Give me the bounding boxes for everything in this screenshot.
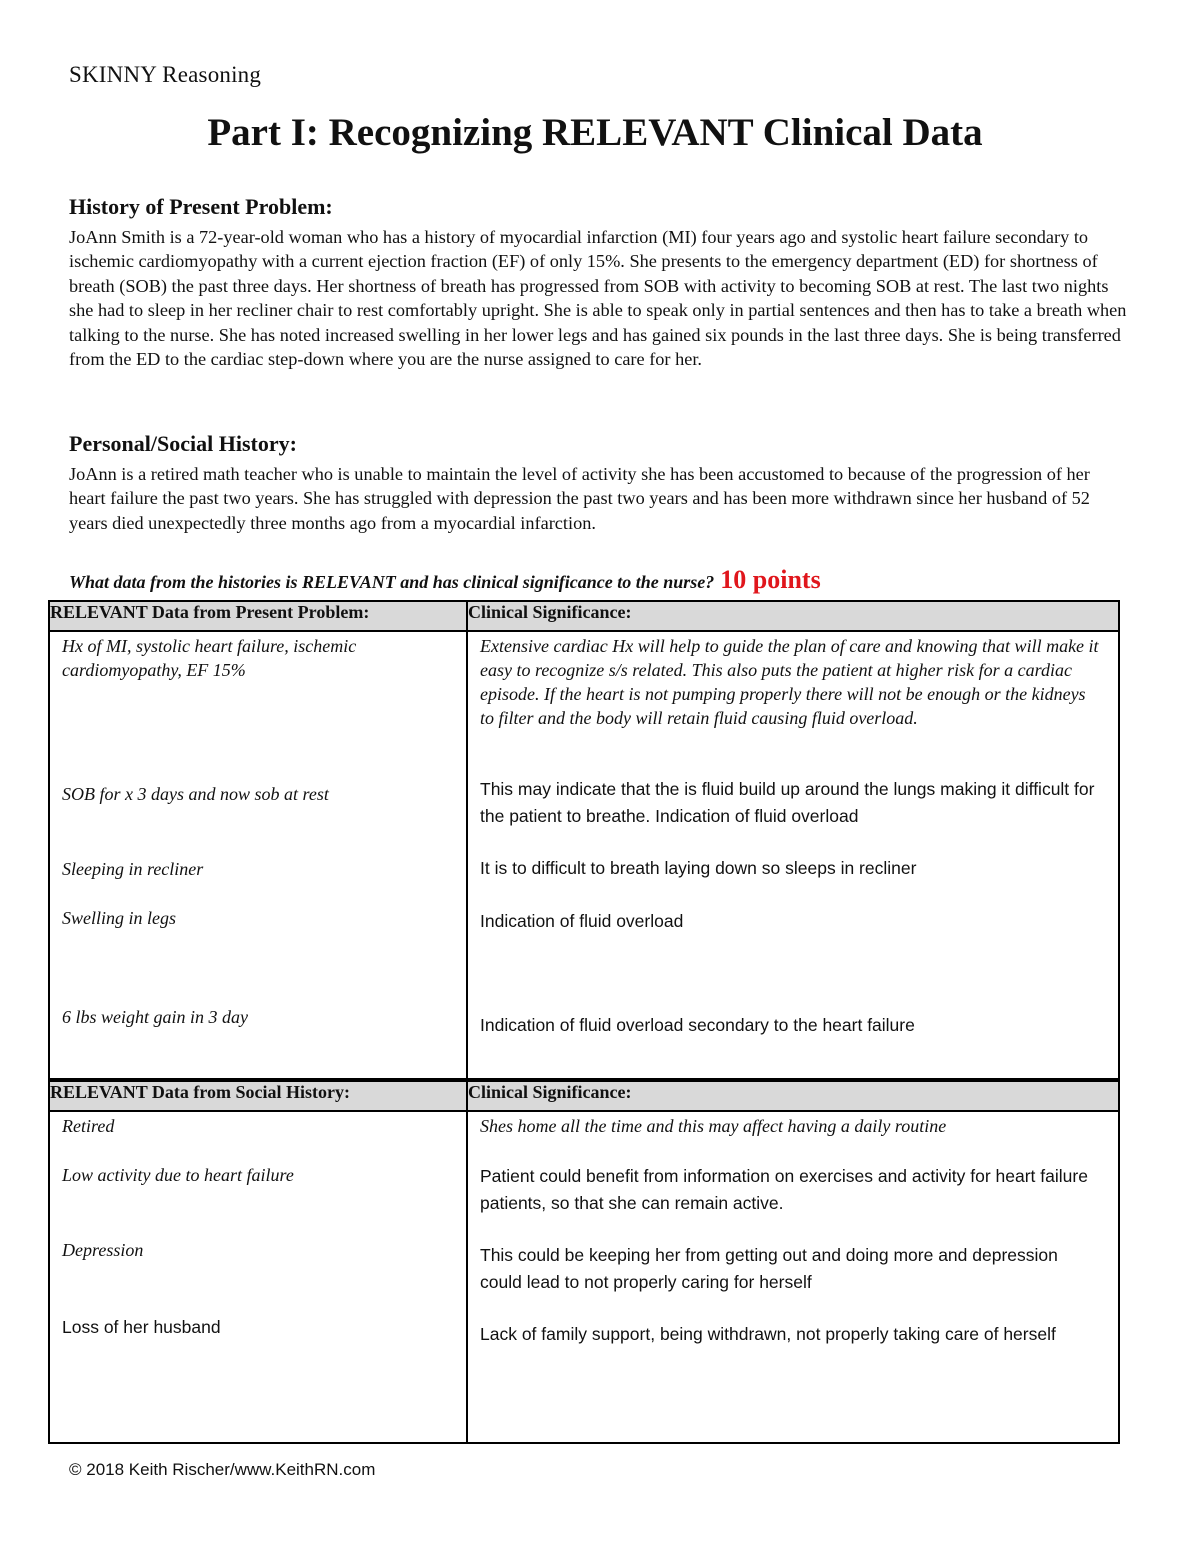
present-data-cell — [49, 631, 467, 1079]
social-history-table — [48, 1080, 1120, 1444]
present-problem-table — [48, 600, 1120, 1080]
present-data-item: Swelling in legs — [62, 908, 176, 928]
social-data-item: Retired — [62, 1116, 115, 1136]
social-heading: Personal/Social History: — [69, 431, 297, 456]
social-significance-item: Lack of family support, being withdrawn, not properly taking care of herself — [480, 1324, 1056, 1344]
question-text: What data from the histories is RELEVANT and has clinical significance to the nurse? — [69, 572, 715, 592]
present-significance-cell — [467, 631, 1119, 1079]
present-data-item: Hx of MI, systolic heart failure, ischemic cardiomyopathy, EF 15% — [62, 636, 357, 680]
present-data-item: Sleeping in recliner — [62, 859, 204, 879]
present-significance-item: This may indicate that the is fluid build up around the lungs making it difficult for the patient to breathe. Indication of fluid overload — [480, 779, 1095, 826]
present-significance-item: It is to difficult to breath laying down so sleeps in recliner — [480, 858, 917, 878]
present-significance-item: Indication of fluid overload secondary to the heart failure — [480, 1015, 915, 1035]
present-header-right: Clinical Significance: — [467, 601, 1119, 631]
social-significance-item: Patient could benefit from information on exercises and activity for heart failure patients, so that she can remain active. — [480, 1166, 1088, 1213]
present-data-item: 6 lbs weight gain in 3 day — [62, 1007, 248, 1027]
social-significance-item: This could be keeping her from getting out and doing more and depression could lead to not properly caring for herself — [480, 1245, 1058, 1292]
page-title: Part I: Recognizing RELEVANT Clinical Data — [207, 111, 983, 154]
history-heading: History of Present Problem: — [69, 194, 333, 219]
present-data-item: SOB for x 3 days and now sob at rest — [62, 784, 329, 804]
social-table-body-row — [49, 1111, 1119, 1443]
social-table-header-row — [49, 1081, 1119, 1111]
present-header-left: RELEVANT Data from Present Problem: — [49, 601, 467, 631]
present-significance-item: Extensive cardiac Hx will help to guide the plan of care and knowing that will make it easy to recognize s/s related. This also puts the patient at higher risk for a cardiac episode. If the heart is not pumping properly there will not be enough or the kidneys to filter and the body will retain fluid causing fluid overload. — [480, 636, 1099, 728]
history-text: JoAnn Smith is a 72-year-old woman who has a history of myocardial infarction (MI) four years ago and systolic heart failure secondary to ischemic cardiomyopathy with a current ejection fraction (EF) of only 15%. She presents to the emergency department (ED) for shortness of breath (SOB) the past three days. Her shortness of breath has progressed from SOB with activity to becoming SOB at rest. The last two nights she had to sleep in her recliner chair to rest comfortably upright. She is able to speak only in partial sentences and then has to take a breath when talking to the nurse. She has noted increased swelling in her lower legs and has gained six pounds in the last three days. She is being transferred from the ED to the cardiac step-down where you are the nurse assigned to care for her. — [69, 227, 1127, 370]
social-header-left: RELEVANT Data from Social History: — [49, 1081, 467, 1111]
copyright-footer: © 2018 Keith Rischer/www.KeithRN.com — [69, 1460, 376, 1479]
social-data-item: Loss of her husband — [62, 1317, 221, 1337]
social-significance-item: Shes home all the time and this may affect having a daily routine — [480, 1116, 947, 1136]
social-significance-cell — [467, 1111, 1119, 1443]
present-table-header-row — [49, 601, 1119, 631]
document-label: SKINNY Reasoning — [69, 62, 262, 87]
social-text: JoAnn is a retired math teacher who is unable to maintain the level of activity she has been accustomed to because of the progression of her heart failure the past two years. She has struggled with depression the past two years and has been more withdrawn since her husband of 52 years died unexpectedly three months ago from a myocardial infarction. — [69, 464, 1090, 533]
present-significance-item: Indication of fluid overload — [480, 911, 684, 931]
social-data-item: Low activity due to heart failure — [62, 1165, 294, 1185]
social-data-item: Depression — [62, 1240, 144, 1260]
social-data-cell — [49, 1111, 467, 1443]
question-prompt — [69, 565, 1129, 595]
points-label: 10 points — [720, 565, 821, 594]
present-table-body-row — [49, 631, 1119, 1079]
social-header-right: Clinical Significance: — [467, 1081, 1119, 1111]
